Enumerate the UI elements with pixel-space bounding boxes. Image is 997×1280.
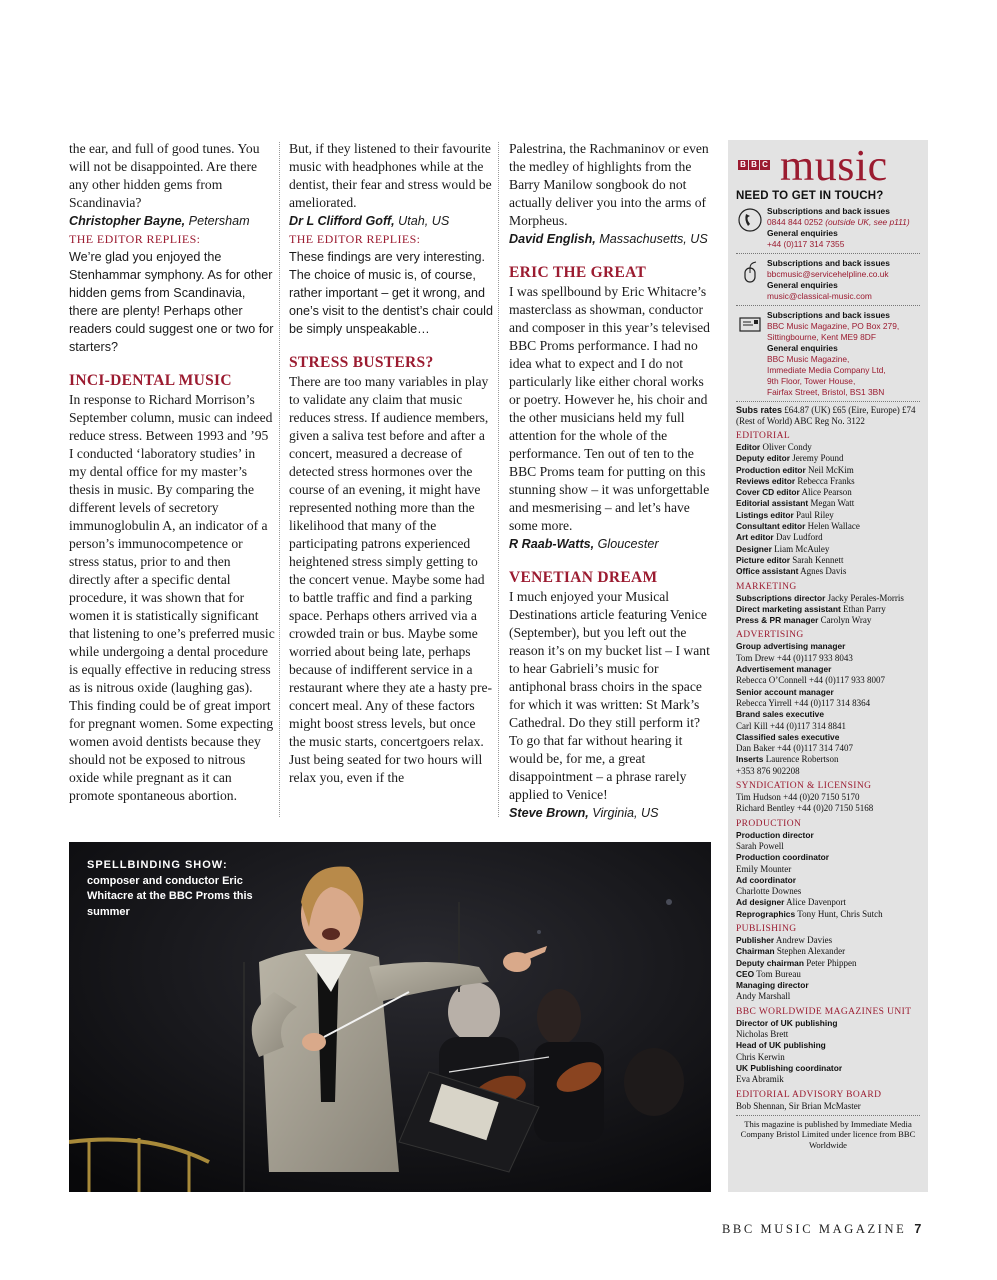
staff-name: Andrew Davies: [774, 934, 833, 945]
staff-line: [736, 886, 920, 897]
phone-contact: [736, 206, 920, 250]
staff-name: Carolyn Wray: [818, 615, 872, 626]
staff-line: [736, 453, 920, 464]
staff-role: CEO: [736, 968, 755, 979]
letter-headline: ERIC THE GREAT: [509, 264, 647, 281]
staff-name: Peter Phippen: [803, 957, 857, 968]
staff-line: [736, 465, 920, 476]
staff-name: Neil McKim: [805, 464, 854, 475]
staff-line: [736, 709, 920, 720]
staff-line: [736, 641, 920, 652]
signature-name: Dr L Clifford Goff,: [289, 214, 395, 228]
magazine-name: BBC MUSIC MAGAZINE: [722, 1222, 907, 1236]
signature-place: Petersham: [185, 214, 250, 228]
divider: [736, 253, 920, 254]
letter-signature: [509, 535, 715, 553]
column-divider: [498, 142, 499, 817]
staff-line: [736, 1063, 920, 1074]
editor-reply-text: We’re glad you enjoyed the Stenhammar symphony. As for other hidden gems from Scandinavia, there are plenty! Perhaps other readers could suggest one or two for starters?: [69, 250, 274, 354]
signature-name: Steve Brown,: [509, 806, 589, 820]
staff-line: [736, 875, 920, 886]
phone-number: +44 (0)117 314 7355: [767, 239, 845, 249]
email-address[interactable]: music@classical-music.com: [767, 291, 872, 301]
staff-name: Bob Shennan, Sir Brian McMaster: [736, 1100, 861, 1111]
staff-role: Ad designer: [736, 897, 785, 908]
section-title-production: PRODUCTION: [736, 818, 802, 829]
masthead-sidebar: [728, 140, 928, 1192]
section-title-advertising: ADVERTISING: [736, 630, 804, 641]
staff-name: Tom Drew +44 (0)117 933 8043: [736, 652, 853, 663]
section-title-syndication: SYNDICATION & LICENSING: [736, 781, 872, 792]
staff-name: Emily Mounter: [736, 863, 792, 874]
staff-role: Production coordinator: [736, 852, 830, 863]
letters-column-3: [509, 140, 715, 822]
staff-name: Alice Pearson: [799, 487, 852, 498]
conductor-photo: [69, 842, 711, 1192]
signature-place: Gloucester: [594, 537, 659, 551]
subs-rates-label: Subs rates: [736, 405, 783, 415]
subs-rates-text: £64.87 (UK) £65 (Eire, Europe) £74 (Rest of World) ABC Reg No. 3122: [736, 405, 916, 426]
staff-list: [736, 830, 920, 920]
staff-name: Jacky Perales-Morris: [825, 592, 904, 603]
postal-address: BBC Music Magazine, PO Box 279,: [767, 321, 900, 331]
section-title-worldwide: BBC WORLDWIDE MAGAZINES UNIT: [736, 1006, 912, 1017]
staff-line: [736, 604, 920, 615]
postal-address: Fairfax Street, Bristol, BS1 3BN: [767, 387, 885, 397]
staff-line: [736, 721, 920, 732]
staff-line: [736, 664, 920, 675]
staff-line: [736, 566, 920, 577]
editor-replies-label: THE EDITOR REPLIES:: [69, 232, 201, 246]
staff-name: Laurence Robertson: [763, 754, 839, 765]
staff-name: Rebecca Franks: [795, 475, 855, 486]
staff-name: Andy Marshall: [736, 991, 791, 1002]
staff-line: [736, 958, 920, 969]
staff-line: [736, 980, 920, 991]
contact-label: General enquiries: [767, 280, 838, 290]
staff-name: Sarah Powell: [736, 840, 784, 851]
caption-text: composer and conductor Eric Whitacre at the BBC Proms this summer: [87, 874, 253, 918]
staff-role: Deputy chairman: [736, 957, 804, 968]
staff-name: Jeremy Pound: [789, 453, 844, 464]
letter-signature: [69, 212, 275, 230]
bbc-music-logo: [736, 141, 920, 190]
bbc-logo: [738, 160, 770, 170]
staff-line: [736, 897, 920, 908]
editor-replies-label: THE EDITOR REPLIES:: [289, 232, 421, 246]
phone-icon: [738, 208, 762, 232]
letter-headline: STRESS BUSTERS?: [289, 354, 434, 371]
staff-line: [736, 532, 920, 543]
staff-role: Inserts: [736, 754, 764, 765]
staff-line: [736, 1052, 920, 1063]
staff-line: [736, 615, 920, 626]
staff-line: [736, 1018, 920, 1029]
staff-name: Helen Wallace: [805, 521, 860, 532]
staff-name: Tom Bureau: [754, 968, 801, 979]
page-footer: [722, 1222, 932, 1237]
letter-headline: INCI-DENTAL MUSIC: [69, 372, 232, 389]
contact-label: General enquiries: [767, 343, 838, 353]
staff-line: [736, 841, 920, 852]
staff-line: [736, 675, 920, 686]
phone-note: (outside UK, see p111): [822, 217, 910, 227]
letter-text: the ear, and full of good tunes. You will not be disappointed. Are there any other hidden gems from Scandinavia?: [69, 141, 260, 210]
letter-text: I much enjoyed your Musical Destinations article featuring Venice (September), but you left out the reason it’s on my bucket list – I want to hear Gabrieli’s music for antiphonal brass choirs in the space for which it was written: St Mark’s Cathedral. Do they still perform it? To go that far without hearing it would be, for me, a great disappointment – a phrase rarely applied to Venice!: [509, 589, 710, 802]
divider: [736, 401, 920, 402]
bbc-letter: B: [749, 160, 759, 170]
staff-role: Senior account manager: [736, 686, 834, 697]
staff-role: Office assistant: [736, 566, 799, 577]
staff-line: [736, 442, 920, 453]
signature-place: Massachusetts, US: [595, 232, 708, 246]
staff-role: Production director: [736, 829, 814, 840]
staff-role: Chairman: [736, 946, 775, 957]
staff-line: [736, 991, 920, 1002]
staff-line: [736, 555, 920, 566]
staff-line: [736, 732, 920, 743]
staff-line: [736, 946, 920, 957]
staff-role: Designer: [736, 543, 772, 554]
staff-name: +353 876 902208: [736, 765, 800, 776]
staff-name: Chris Kerwin: [736, 1051, 785, 1062]
staff-name: Dav Ludford: [773, 532, 823, 543]
staff-list: [736, 1101, 920, 1112]
staff-role: Cover CD editor: [736, 487, 800, 498]
staff-name: Charlotte Downes: [736, 886, 802, 897]
phone-number: 0844 844 0252: [767, 217, 823, 227]
staff-line: [736, 476, 920, 487]
staff-role: Publisher: [736, 934, 775, 945]
postal-address: Sittingbourne, Kent ME9 8DF: [767, 332, 876, 342]
section-title-marketing: MARKETING: [736, 581, 797, 592]
staff-line: [736, 792, 920, 803]
postal-address: Immediate Media Company Ltd,: [767, 365, 886, 375]
staff-line: [736, 593, 920, 604]
staff-role: Classified sales executive: [736, 731, 840, 742]
staff-line: [736, 1074, 920, 1085]
staff-line: [736, 935, 920, 946]
staff-role: Director of UK publishing: [736, 1017, 838, 1028]
signature-name: David English,: [509, 232, 596, 246]
signature-name: R Raab-Watts,: [509, 537, 595, 551]
divider: [736, 1115, 920, 1116]
staff-role: UK Publishing coordinator: [736, 1062, 843, 1073]
staff-list: [736, 792, 920, 815]
contact-label: Subscriptions and back issues: [767, 206, 890, 216]
subs-rates: [736, 405, 920, 427]
staff-line: [736, 803, 920, 814]
staff-name: Rebecca O’Connell +44 (0)117 933 8007: [736, 675, 885, 686]
staff-role: Subscriptions director: [736, 592, 826, 603]
staff-name: Eva Abramik: [736, 1074, 784, 1085]
staff-name: Carl Kill +44 (0)117 314 8841: [736, 720, 846, 731]
divider: [736, 305, 920, 306]
letter-signature: [289, 212, 495, 230]
email-contact: [736, 258, 920, 302]
staff-role: Editorial assistant: [736, 498, 809, 509]
staff-line: [736, 830, 920, 841]
staff-line: [736, 698, 920, 709]
staff-list: [736, 641, 920, 777]
music-wordmark: music: [780, 141, 888, 190]
staff-line: [736, 1029, 920, 1040]
staff-name: Richard Bentley +44 (0)20 7150 5168: [736, 803, 874, 814]
staff-line: [736, 864, 920, 875]
staff-line: [736, 909, 920, 920]
staff-name: Nicholas Brett: [736, 1029, 789, 1040]
staff-name: Agnes Davis: [798, 566, 847, 577]
staff-role: Deputy editor: [736, 453, 790, 464]
staff-role: Reviews editor: [736, 475, 796, 486]
staff-name: Paul Riley: [793, 509, 834, 520]
letter-headline: VENETIAN DREAM: [509, 569, 658, 586]
staff-role: Production editor: [736, 464, 806, 475]
letter-signature: [509, 804, 715, 822]
staff-role: Press & PR manager: [736, 615, 819, 626]
staff-line: [736, 1040, 920, 1051]
page-number: 7: [914, 1222, 922, 1236]
section-title-advisory: EDITORIAL ADVISORY BOARD: [736, 1089, 882, 1100]
postal-address: BBC Music Magazine,: [767, 354, 850, 364]
section-title-editorial: EDITORIAL: [736, 431, 791, 441]
letters-column-2: [289, 140, 495, 787]
bbc-letter: C: [760, 160, 770, 170]
letter-text: There are too many variables in play to validate any claim that music reduces stress. If audience members, given a saliva test before and after a concert, measured a decrease of detected stress hormones over the course of an evening, it might have represented nothing more than the likelihood that many of the participating patrons experienced heightened stress simply getting to the concert venue. Maybe some had to battle traffic and find a parking space. Perhaps others arrived via a crowded train or bus. Maybe some worried about being late, perhaps because of indifferent service in a restaurant where they ate a hasty pre-concert meal. Any of these factors might boost stress levels, but once the music starts, concertgoers relax. Just being seated for two hours will relax you, even if the: [289, 374, 493, 785]
photo-caption: [87, 858, 257, 920]
staff-role: Advertisement manager: [736, 664, 832, 675]
bbc-letter: B: [738, 160, 748, 170]
staff-name: Sarah Kennett: [789, 554, 844, 565]
letters-column-1: [69, 140, 275, 805]
staff-role: Consultant editor: [736, 521, 806, 532]
staff-line: [736, 852, 920, 863]
staff-list: [736, 935, 920, 1003]
staff-role: Brand sales executive: [736, 709, 824, 720]
staff-line: [736, 498, 920, 509]
staff-role: Editor: [736, 442, 761, 452]
staff-role: Ad coordinator: [736, 874, 797, 885]
signature-name: Christopher Bayne,: [69, 214, 186, 228]
column-divider: [279, 142, 280, 817]
staff-line: [736, 653, 920, 664]
staff-name: Rebecca Yirrell +44 (0)117 314 8364: [736, 697, 871, 708]
letter-text: In response to Richard Morrison’s September column, music can indeed reduce stress. Between 1993 and ’95 I conducted ‘laboratory studies’ in my dental office for my master’s thesis in music. By comparing the different levels of secretory immunoglobulin A, an indicator of a person’s immunocompetence or stress status, prior to and then directly after a specific dental procedure, it was shown that for women it is statistically significant that listening to one’s preferred music while undergoing a dental procedure is equally effective in reducing stress as is nitrous oxide (laughing gas). This finding could be of great import for pregnant women. Some expecting women avoid dentists because they should not be exposed to nitrous oxide while pregnant as it can promote spontaneous abortion.: [69, 392, 275, 803]
signature-place: Utah, US: [394, 214, 450, 228]
staff-line: [736, 521, 920, 532]
staff-role: Group advertising manager: [736, 641, 846, 652]
signature-place: Virginia, US: [588, 806, 659, 820]
editor-reply-text: These findings are very interesting. The choice of music is, of course, rather important – get it wrong, and one’s visit to the dentist’s chair could be simply unspeakable…: [289, 250, 493, 336]
contact-label: Subscriptions and back issues: [767, 258, 890, 268]
staff-line: [736, 544, 920, 555]
contact-value: [767, 217, 920, 228]
letter-text: Palestrina, the Rachmaninov or even the medley of highlights from the Barry Manilow songbook do not actually deliver you into the arms of Morpheus.: [509, 141, 709, 228]
postal-address: 9th Floor, Tower House,: [767, 376, 856, 386]
staff-role: Direct marketing assistant: [736, 603, 841, 614]
post-contact: [736, 310, 920, 398]
mouse-icon: [738, 260, 762, 284]
staff-name: Tony Hunt, Chris Sutch: [795, 908, 883, 919]
publisher-note: This magazine is published by Immediate Media Company Bristol Limited under licence from BBC Worldwide: [740, 1118, 916, 1150]
staff-name: Oliver Condy: [760, 442, 812, 452]
contact-title: NEED TO GET IN TOUCH?: [736, 190, 884, 202]
letter-signature: [509, 230, 715, 248]
contact-label: Subscriptions and back issues: [767, 310, 890, 320]
staff-name: Ethan Parry: [840, 603, 886, 614]
staff-list: [736, 593, 920, 627]
staff-line: [736, 487, 920, 498]
staff-name: Megan Watt: [808, 498, 855, 509]
staff-line: [736, 754, 920, 765]
staff-line: [736, 969, 920, 980]
staff-list: [736, 442, 920, 578]
staff-line: [736, 766, 920, 777]
staff-line: [736, 1101, 920, 1112]
caption-heading: SPELLBINDING SHOW:: [87, 859, 228, 871]
staff-role: Managing director: [736, 980, 809, 991]
email-address[interactable]: bbcmusic@servicehelpline.co.uk: [767, 269, 889, 279]
staff-role: Head of UK publishing: [736, 1040, 826, 1051]
section-title-publishing: PUBLISHING: [736, 923, 797, 934]
staff-name: Dan Baker +44 (0)117 314 7407: [736, 743, 853, 754]
letter-text: I was spellbound by Eric Whitacre’s masterclass as showman, conductor and composer in this year’s televised BBC Proms performance. I had no idea what to expect and I do not particularly like either choral works or poetry. However he, his choir and the other musicians held my full attention for the whole of the performance. Ten out of ten to the BBC Proms team for putting on this stunning show – it was unforgettable and mesmerising – and let’s have some more.: [509, 284, 710, 533]
staff-line: [736, 510, 920, 521]
staff-name: Alice Davenport: [784, 897, 846, 908]
staff-name: Tim Hudson +44 (0)20 7150 5170: [736, 792, 860, 803]
staff-line: [736, 687, 920, 698]
staff-list: [736, 1018, 920, 1086]
staff-role: Reprographics: [736, 908, 796, 919]
contact-label: General enquiries: [767, 228, 838, 238]
staff-role: Listings editor: [736, 509, 794, 520]
staff-name: Stephen Alexander: [774, 946, 846, 957]
staff-name: Liam McAuley: [771, 543, 830, 554]
staff-role: Art editor: [736, 532, 774, 543]
staff-role: Picture editor: [736, 554, 790, 565]
staff-line: [736, 743, 920, 754]
letter-text: But, if they listened to their favourite music with headphones while at the dentist, their fear and stress would be ameliorated.: [289, 141, 492, 210]
letter-icon: [738, 312, 762, 336]
